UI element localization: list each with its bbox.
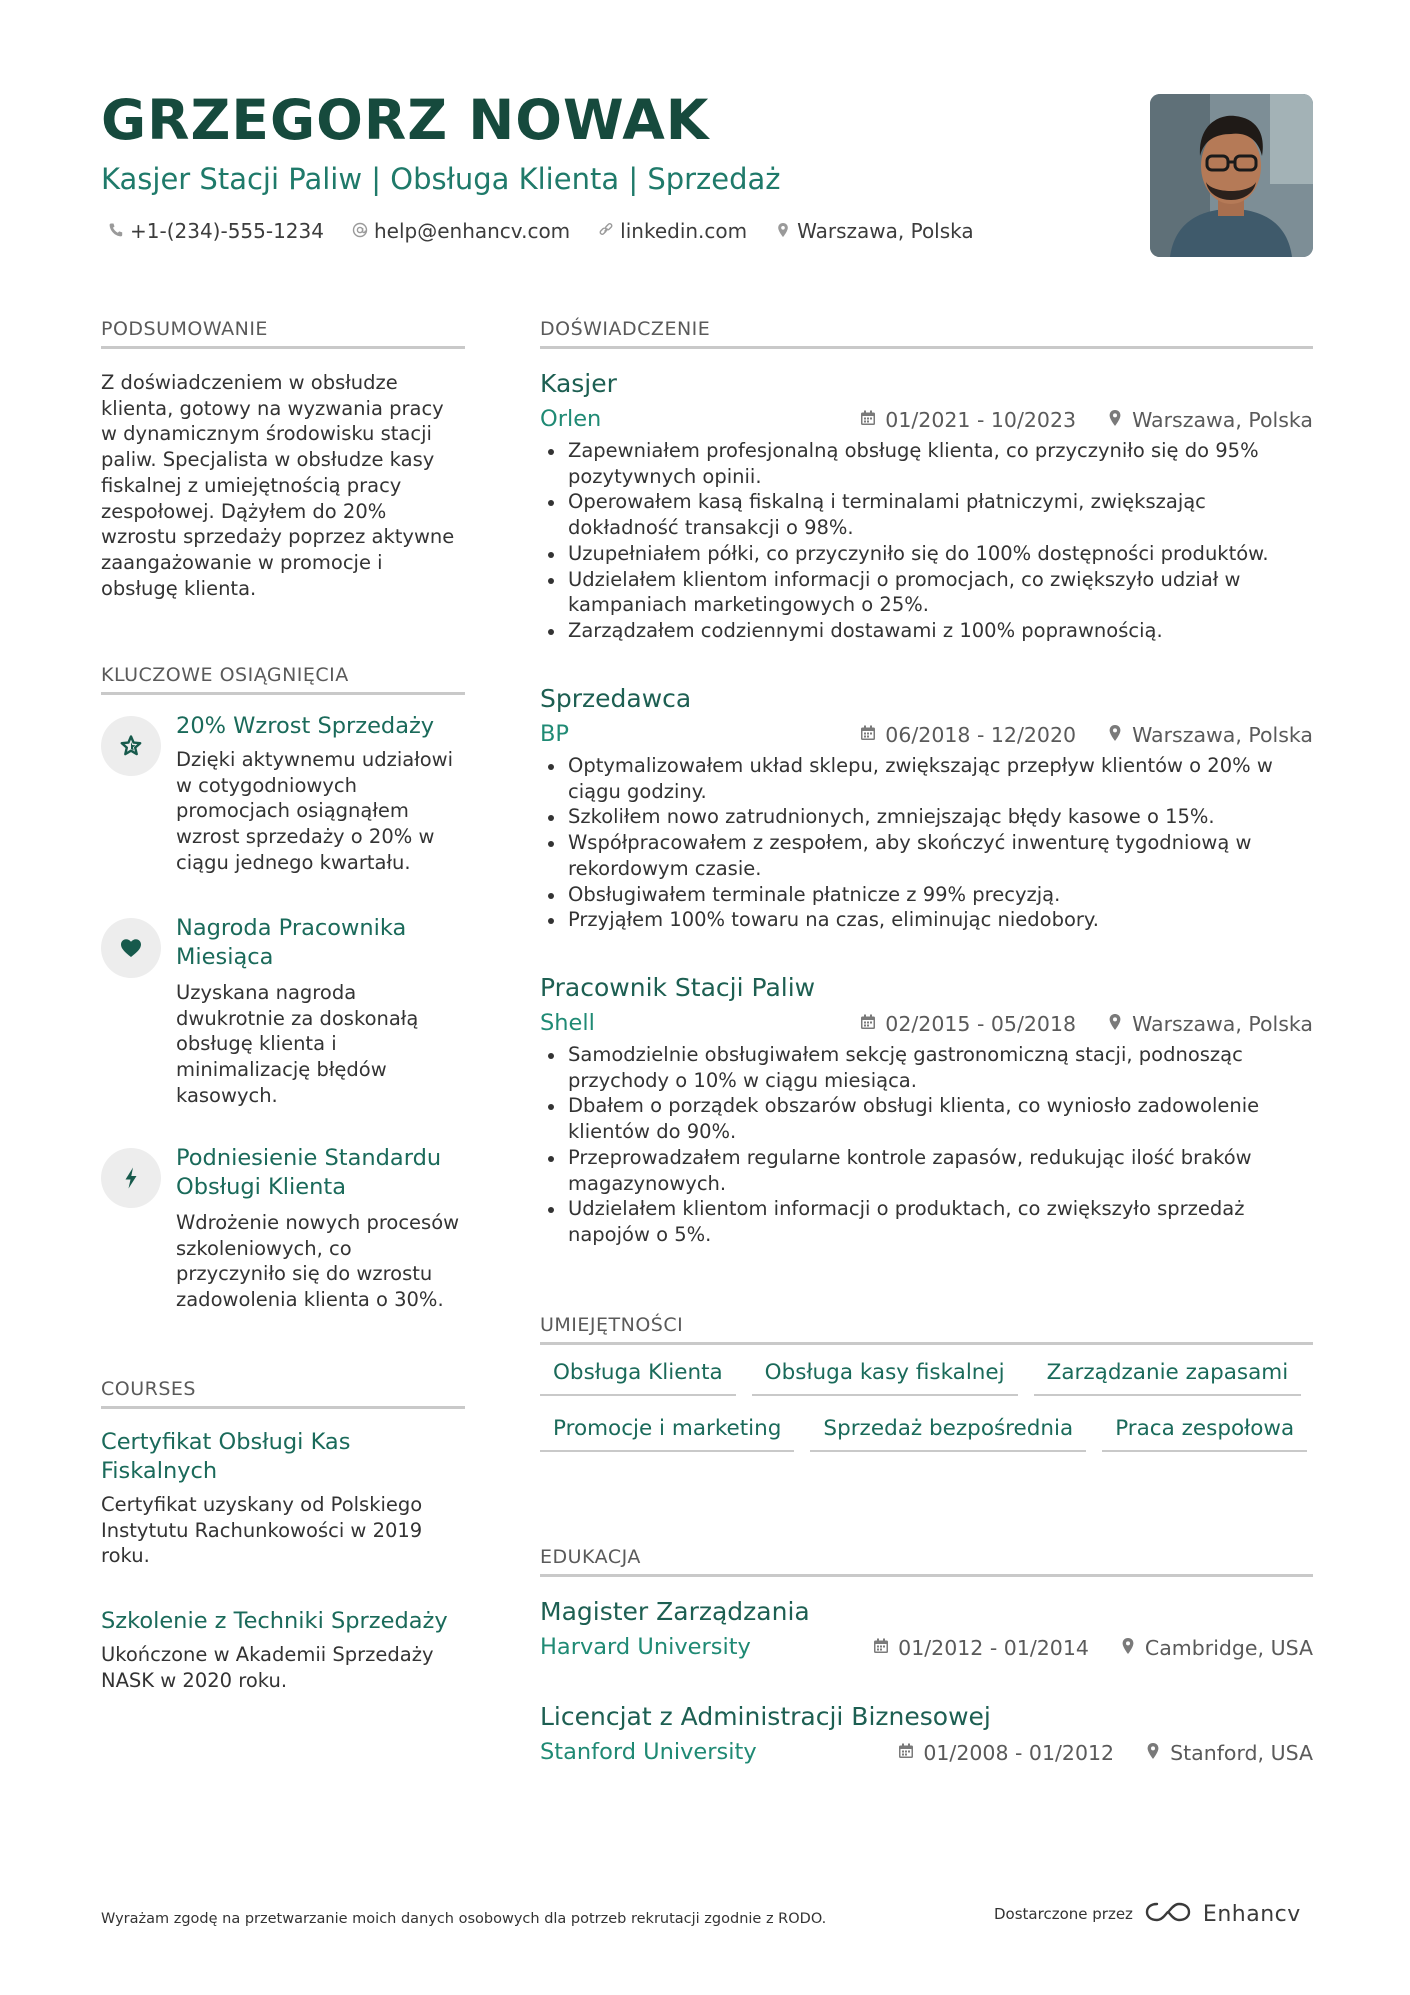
lightning-icon	[101, 1148, 161, 1208]
location-pin-icon	[1106, 1012, 1124, 1036]
job-bullet: Współpracowałem z zespołem, aby skończyć inwenturę tygodniową w rekordowym czasie.	[540, 830, 1313, 881]
location-pin-icon	[1106, 408, 1124, 432]
job-entry	[540, 684, 1313, 933]
star-icon	[101, 716, 161, 776]
achievement-description: Dzięki aktywnemu udziałowi w cotygodniowych promocjach osiągnąłem wzrost sprzedaży o 20% w ciągu jednego kwartału.	[176, 748, 454, 874]
job-entry	[540, 973, 1313, 1248]
job-period: 06/2018 - 12/2020	[885, 723, 1077, 747]
skill-tag: Promocje i marketing	[540, 1416, 794, 1452]
skill-tag: Praca zespołowa	[1102, 1416, 1307, 1452]
skill-tag: Zarządzanie zapasami	[1034, 1360, 1302, 1396]
education-entry	[540, 1597, 1313, 1664]
contact-phone[interactable]	[108, 219, 324, 243]
education-school: Stanford University	[540, 1739, 757, 1765]
link-icon	[598, 219, 614, 243]
education-location: Stanford, USA	[1170, 1741, 1313, 1765]
contact-linkedin[interactable]	[598, 219, 747, 243]
education-school: Harvard University	[540, 1634, 751, 1660]
skills-heading: UMIEJĘTNOŚCI	[540, 1314, 1313, 1345]
achievement-description: Uzyskana nagroda dwukrotnie za doskonałą obsługę klienta i minimalizację błędów kasowych.	[176, 981, 419, 1107]
consent-note: Wyrażam zgodę na przetwarzanie moich danych osobowych dla potrzeb rekrutacji zgodnie z RODO.	[101, 1911, 827, 1927]
job-bullets	[540, 1042, 1313, 1248]
job-location: Warszawa, Polska	[1132, 1012, 1313, 1036]
skills-list	[540, 1360, 1313, 1452]
calendar-icon	[872, 1636, 890, 1660]
job-bullets	[540, 438, 1313, 644]
achievement-title: Nagroda Pracownika Miesiąca	[176, 915, 407, 970]
location-pin-icon	[1106, 723, 1124, 747]
phone-icon	[108, 219, 124, 243]
job-period: 02/2015 - 05/2018	[885, 1012, 1077, 1036]
job-company: Orlen	[540, 406, 602, 432]
skill-tag: Obsługa kasy fiskalnej	[752, 1360, 1018, 1396]
course-title: Szkolenie z Techniki Sprzedaży	[101, 1608, 448, 1634]
profile-photo	[1150, 94, 1313, 257]
job-company: Shell	[540, 1010, 595, 1036]
contact-email[interactable]	[352, 219, 570, 243]
linkedin-text: linkedin.com	[620, 219, 748, 243]
job-title: Sprzedawca	[540, 684, 692, 713]
powered-by-label: Dostarczone przez	[994, 1905, 1133, 1923]
job-bullets	[540, 753, 1313, 933]
phone-text: +1-(234)-555-1234	[130, 219, 324, 243]
contact-bar	[108, 219, 974, 243]
location-pin-icon	[1119, 1636, 1137, 1660]
job-bullet: Szkoliłem nowo zatrudnionych, zmniejszając błędy kasowe o 15%.	[540, 804, 1313, 830]
job-bullet: Zarządzałem codziennymi dostawami z 100% poprawnością.	[540, 618, 1313, 644]
experience-heading: DOŚWIADCZENIE	[540, 318, 1313, 349]
achievement-title: Podniesienie Standardu Obsługi Klienta	[176, 1145, 442, 1200]
location-pin-icon	[775, 219, 791, 243]
summary-text: Z doświadczeniem w obsłudze klienta, gotowy na wyzwania pracy w dynamicznym środowisku stacji paliw. Specjalista w obsłudze kasy fiskalnej z umiejętnością pracy zespołowej. Dążyłem do 20% wzrostu sprzedaży poprzez aktywne zaangażowanie w promocje i obsługę klienta.	[101, 371, 455, 600]
footer-branding[interactable]	[994, 1900, 1301, 1928]
course-description: Certyfikat uzyskany od Polskiego Instytutu Rachunkowości w 2019 roku.	[101, 1493, 423, 1568]
location-pin-icon	[1144, 1741, 1162, 1765]
candidate-headline: Kasjer Stacji Paliw | Obsługa Klienta | Sprzedaż	[101, 162, 781, 196]
job-bullet: Uzupełniałem półki, co przyczyniło się do 100% dostępności produktów.	[540, 541, 1313, 567]
job-bullet: Przyjąłem 100% towaru na czas, eliminując niedobory.	[540, 907, 1313, 933]
education-entry	[540, 1702, 1313, 1769]
calendar-icon	[859, 1012, 877, 1036]
education-degree: Licencjat z Administracji Biznesowej	[540, 1702, 991, 1731]
job-bullet: Udzielałem klientom informacji o promocjach, co zwiększyło udział w kampaniach marketingowych o 25%.	[540, 567, 1313, 618]
enhancv-logo-icon	[1145, 1900, 1191, 1928]
course-title: Certyfikat Obsługi Kas Fiskalnych	[101, 1429, 351, 1484]
job-location: Warszawa, Polska	[1132, 408, 1313, 432]
candidate-name: GRZEGORZ NOWAK	[101, 88, 710, 152]
job-bullet: Przeprowadzałem regularne kontrole zapasów, redukując ilość braków magazynowych.	[540, 1145, 1313, 1196]
education-location: Cambridge, USA	[1144, 1636, 1313, 1660]
job-period: 01/2021 - 10/2023	[885, 408, 1077, 432]
job-bullet: Dbałem o porządek obszarów obsługi klienta, co wyniosło zadowolenie klientów do 90%.	[540, 1093, 1313, 1144]
skill-tag: Sprzedaż bezpośrednia	[810, 1416, 1086, 1452]
achievement-title: 20% Wzrost Sprzedaży	[176, 713, 435, 739]
contact-location	[775, 219, 974, 243]
summary-heading: PODSUMOWANIE	[101, 318, 465, 349]
job-title: Kasjer	[540, 369, 617, 398]
job-bullet: Zapewniałem profesjonalną obsługę klienta, co przyczyniło się do 95% pozytywnych opinii.	[540, 438, 1313, 489]
at-icon	[352, 219, 368, 243]
job-bullet: Operowałem kasą fiskalną i terminalami płatniczymi, zwiększając dokładność transakcji o 98%.	[540, 489, 1313, 540]
location-text: Warszawa, Polska	[797, 219, 974, 243]
job-company: BP	[540, 721, 570, 747]
heart-icon	[101, 918, 161, 978]
calendar-icon	[859, 408, 877, 432]
job-bullet: Optymalizowałem układ sklepu, zwiększając przepływ klientów o 20% w ciągu godziny.	[540, 753, 1313, 804]
course-description: Ukończone w Akademii Sprzedaży NASK w 2020 roku.	[101, 1643, 434, 1692]
achievement-description: Wdrożenie nowych procesów szkoleniowych, co przyczyniło się do wzrostu zadowolenia klienta o 30%.	[176, 1211, 460, 1312]
email-text: help@enhancv.com	[373, 219, 571, 243]
brand-name: Enhancv	[1202, 1901, 1301, 1927]
education-degree: Magister Zarządzania	[540, 1597, 810, 1626]
calendar-icon	[859, 723, 877, 747]
education-period: 01/2008 - 01/2012	[923, 1741, 1115, 1765]
job-bullet: Samodzielnie obsługiwałem sekcję gastronomiczną stacji, podnosząc przychody o 10% w ciągu miesiąca.	[540, 1042, 1313, 1093]
job-title: Pracownik Stacji Paliw	[540, 973, 816, 1002]
education-heading: EDUKACJA	[540, 1546, 1313, 1577]
calendar-icon	[897, 1741, 915, 1765]
skill-tag: Obsługa Klienta	[540, 1360, 736, 1396]
job-bullet: Udzielałem klientom informacji o produktach, co zwiększyło sprzedaż napojów o 5%.	[540, 1196, 1313, 1247]
job-bullet: Obsługiwałem terminale płatnicze z 99% precyzją.	[540, 882, 1313, 908]
education-period: 01/2012 - 01/2014	[898, 1636, 1089, 1660]
job-location: Warszawa, Polska	[1132, 723, 1313, 747]
courses-heading: COURSES	[101, 1378, 465, 1409]
achievements-heading: KLUCZOWE OSIĄGNIĘCIA	[101, 664, 465, 695]
job-entry	[540, 369, 1313, 644]
